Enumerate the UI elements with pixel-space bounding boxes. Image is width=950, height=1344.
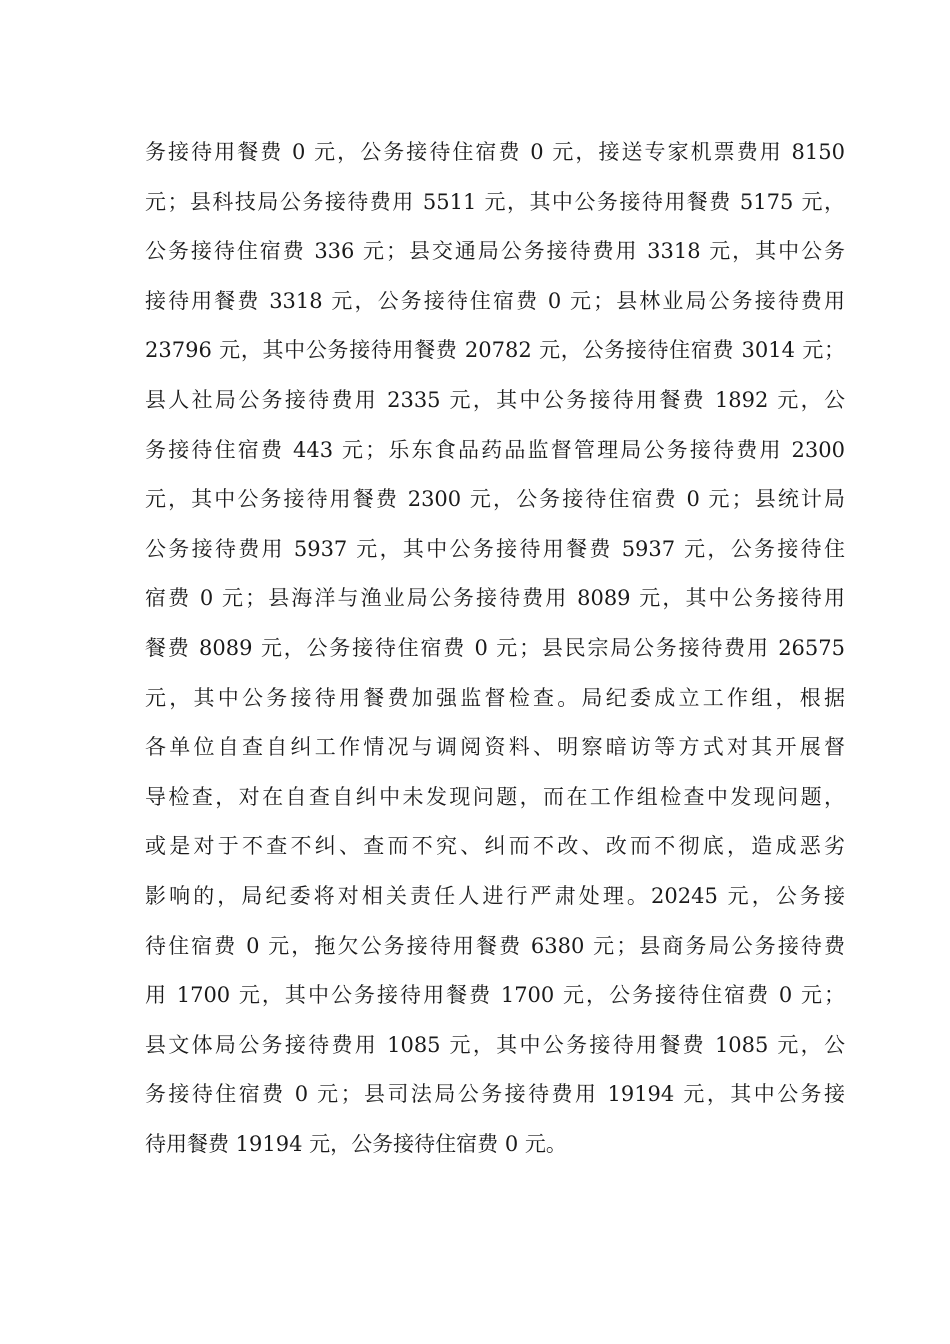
text-line: 影响的，局纪委将对相关责任人进行严肃处理。20245 元，公务接 [145, 883, 845, 908]
text-line: 或是对于不查不纠、查而不究、纠而不改、改而不彻底，造成恶劣 [145, 834, 845, 859]
text-line: 各单位自查自纠工作情况与调阅资料、明察暗访等方式对其开展督 [145, 735, 845, 760]
text-line: 公务接待住宿费 336 元；县交通局公务接待费用 3318 元，其中公务 [145, 239, 845, 264]
text-line: 务接待住宿费 443 元；乐东食品药品监督管理局公务接待费用 2300 [145, 437, 845, 462]
text-line: 接待用餐费 3318 元，公务接待住宿费 0 元；县林业局公务接待费用 [145, 288, 845, 313]
text-line: 县文体局公务接待费用 1085 元，其中公务接待用餐费 1085 元，公 [145, 1032, 845, 1057]
text-line: 务接待用餐费 0 元，公务接待住宿费 0 元，接送专家机票费用 8150 [145, 140, 845, 164]
text-line: 宿费 0 元；县海洋与渔业局公务接待费用 8089 元，其中公务接待用 [145, 586, 845, 611]
text-line: 务接待住宿费 0 元；县司法局公务接待费用 19194 元，其中公务接 [145, 1082, 845, 1107]
text-line: 元；县科技局公务接待费用 5511 元，其中公务接待用餐费 5175 元， [145, 189, 845, 214]
text-line: 公务接待费用 5937 元，其中公务接待用餐费 5937 元，公务接待住 [145, 536, 845, 561]
text-line: 导检查，对在自查自纠中未发现问题，而在工作组检查中发现问题， [145, 784, 845, 809]
text-line: 待用餐费 19194 元，公务接待住宿费 0 元。 [145, 1131, 567, 1156]
text-line: 用 1700 元，其中公务接待用餐费 1700 元，公务接待住宿费 0 元； [145, 983, 845, 1008]
body-paragraph [145, 128, 845, 1169]
text-line: 23796 元，其中公务接待用餐费 20782 元，公务接待住宿费 3014 元； [145, 338, 845, 363]
text-line: 待住宿费 0 元，拖欠公务接待用餐费 6380 元；县商务局公务接待费 [145, 933, 845, 958]
text-line: 县人社局公务接待费用 2335 元，其中公务接待用餐费 1892 元，公 [145, 387, 845, 412]
text-line: 元，其中公务接待用餐费加强监督检查。局纪委成立工作组，根据 [145, 685, 845, 710]
text-line: 元，其中公务接待用餐费 2300 元，公务接待住宿费 0 元；县统计局 [145, 487, 845, 512]
text-line: 餐费 8089 元，公务接待住宿费 0 元；县民宗局公务接待费用 26575 [145, 635, 845, 660]
